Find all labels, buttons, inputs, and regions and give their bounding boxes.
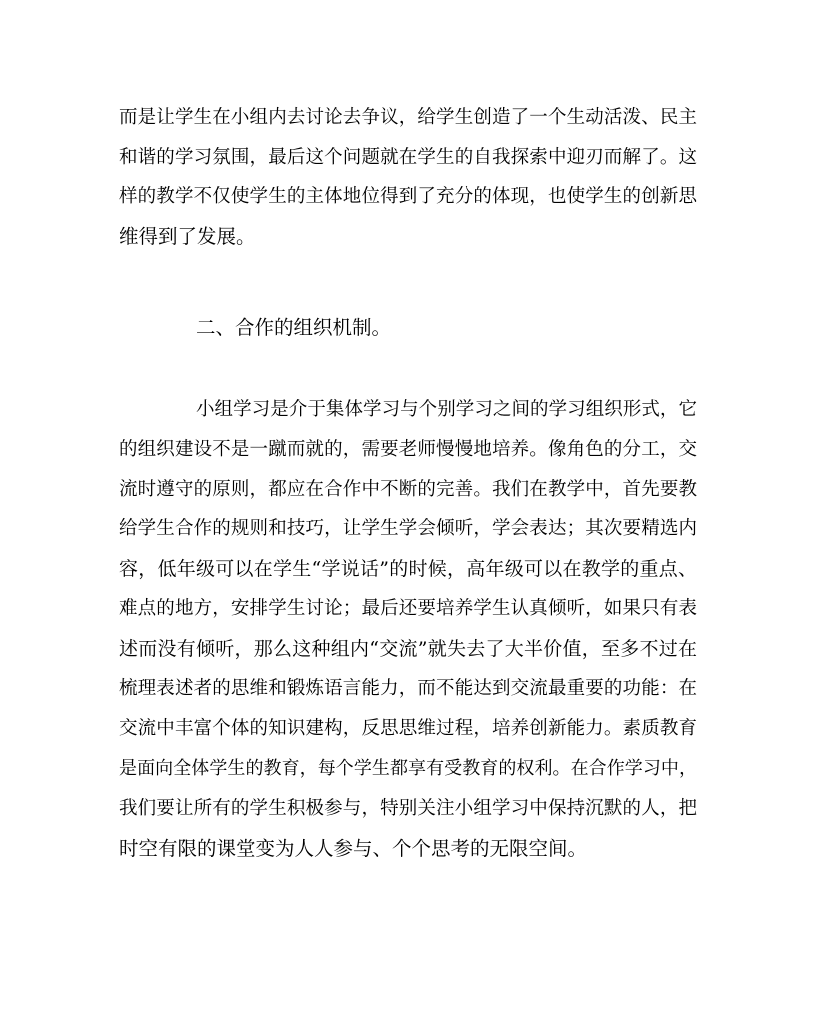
paragraph-2-line-9: 交流中丰富个体的知识建构，反思思维过程，培养创新能力。素质教育 [119,718,697,739]
paragraph-2-line-11: 我们要让所有的学生积极参与，特别关注小组学习中保持沉默的人，把 [119,798,697,819]
paragraph-2-line-10: 是面向全体学生的教育，每个学生都享有受教育的权利。在合作学习中， [119,758,697,779]
paragraph-1-line-2: 和谐的学习氛围，最后这个问题就在学生的自我探索中迎刃而解了。这 [119,147,697,168]
paragraph-1-line-3: 样的教学不仅使学生的主体地位得到了充分的体现，也使学生的创新思 [119,186,697,207]
paragraph-2-line-5: 容，低年级可以在学生“学说话”的时候，高年级可以在教学的重点、 [119,558,697,580]
paragraph-2-line-4: 给学生合作的规则和技巧，让学生学会倾听，学会表达；其次要精选内 [119,518,697,539]
paragraph-1-line-4: 维得到了发展。 [119,225,256,248]
paragraph-2-line-3: 流时遵守的原则，都应在合作中不断的完善。我们在教学中，首先要教 [119,479,697,500]
paragraph-2-line-2: 的组织建设不是一蹴而就的，需要老师慢慢地培养。像角色的分工，交 [119,439,697,460]
section-heading: 二、合作的组织机制。 [196,316,392,339]
paragraph-2-line-6: 难点的地方，安排学生讨论；最后还要培养学生认真倾听，如果只有表 [119,598,697,619]
paragraph-2-line-7: 述而没有倾听，那么这种组内“交流”就失去了大半价值，至多不过在 [119,638,697,660]
paragraph-2-line-8: 梳理表述者的思维和锻炼语言能力，而不能达到交流最重要的功能：在 [119,678,697,699]
paragraph-2-line-1: 小组学习是介于集体学习与个别学习之间的学习组织形式，它 [196,399,697,420]
paragraph-1-line-1: 而是让学生在小组内去讨论去争议，给学生创造了一个生动活泼、民主 [119,107,697,128]
paragraph-2-line-12: 时空有限的课堂变为人人参与、个个思考的无限空间。 [119,837,588,860]
